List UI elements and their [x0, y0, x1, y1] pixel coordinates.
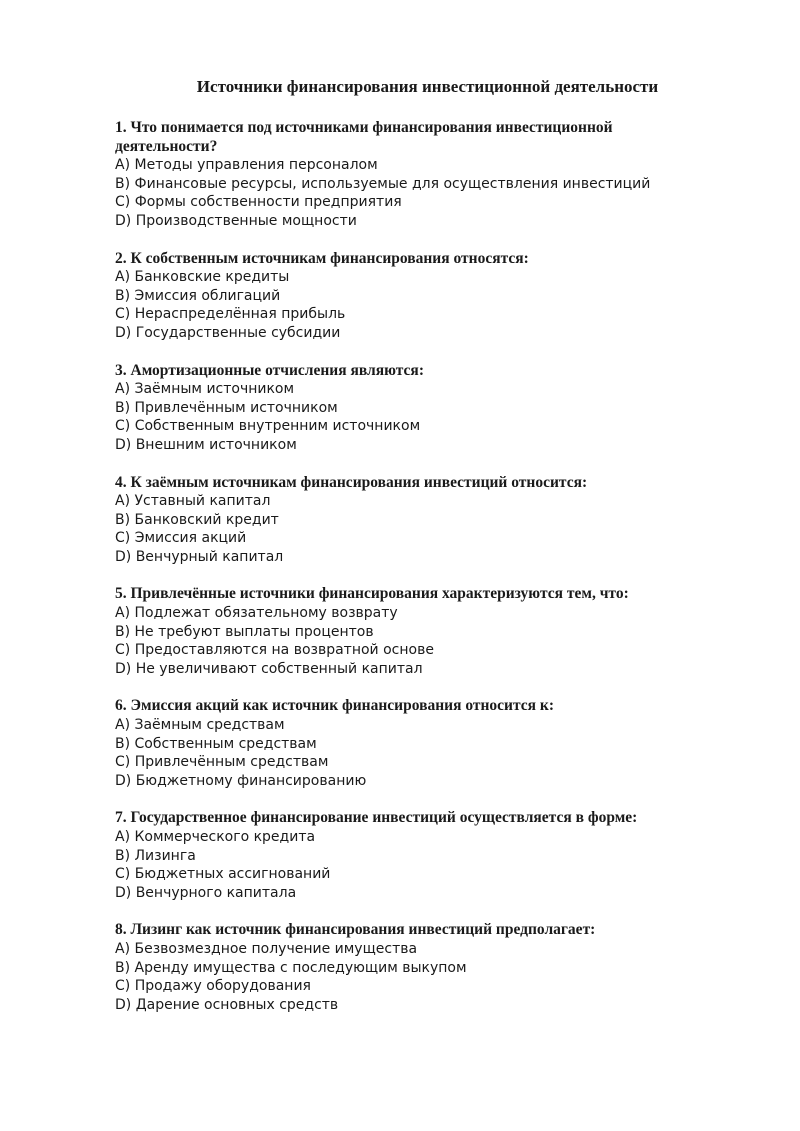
question-block — [115, 921, 715, 1014]
answer-option-c: C) Продажу оборудования — [115, 978, 311, 995]
question-block — [115, 697, 715, 790]
answer-option-a: A) Безвозмездное получение имущества — [115, 940, 418, 957]
question-block — [115, 474, 715, 567]
answer-option-b: B) Собственным средствам — [115, 735, 317, 752]
answer-option-d: D) Венчурный капитал — [115, 548, 284, 565]
answer-option-d: D) Дарение основных средств — [115, 996, 339, 1013]
answer-option-b: B) Финансовые ресурсы, используемые для осуществления инвестиций — [115, 175, 651, 192]
answer-option-a: A) Заёмным источником — [115, 381, 295, 398]
question-block — [115, 809, 715, 902]
document-title: Источники финансирования инвестиционной деятельности — [196, 77, 659, 96]
question-text: 7. Государственное финансирование инвестиций осуществляется в форме: — [115, 809, 638, 827]
answer-option-c: C) Эмиссия акций — [115, 530, 247, 547]
answer-option-a: A) Заёмным средствам — [115, 717, 285, 734]
question-text: 8. Лизинг как источник финансирования инвестиций предполагает: — [115, 921, 596, 939]
answer-option-d: D) Внешним источником — [115, 436, 297, 453]
answer-option-b: B) Лизинга — [115, 847, 196, 864]
answer-option-b: B) Банковский кредит — [115, 511, 279, 528]
answer-option-c: C) Бюджетных ассигнований — [115, 866, 331, 883]
answer-option-b: B) Эмиссия облигаций — [115, 287, 281, 304]
question-text: 2. К собственным источникам финансирования относятся: — [115, 249, 529, 267]
answer-option-c: C) Собственным внутренним источником — [115, 418, 421, 435]
question-text: 4. К заёмным источникам финансирования инвестиций относится: — [115, 473, 588, 491]
answer-option-d: D) Производственные мощности — [115, 212, 357, 229]
answer-option-c: C) Формы собственности предприятия — [115, 194, 402, 211]
question-block — [115, 585, 715, 678]
answer-option-d: D) Не увеличивают собственный капитал — [115, 660, 423, 677]
question-text: 1. Что понимается под источниками финансирования инвестиционной деятельности? — [115, 119, 613, 155]
answer-option-d: D) Государственные субсидии — [115, 324, 341, 341]
question-block — [115, 250, 715, 343]
answer-option-c: C) Нераспределённая прибыль — [115, 306, 346, 323]
answer-option-c: C) Привлечённым средствам — [115, 754, 329, 771]
answer-option-d: D) Бюджетному финансированию — [115, 772, 367, 789]
question-text: 6. Эмиссия акций как источник финансирования относится к: — [115, 697, 555, 715]
answer-option-b: B) Привлечённым источником — [115, 399, 338, 416]
question-text: 5. Привлечённые источники финансирования характеризуются тем, что: — [115, 585, 629, 603]
answer-option-a: A) Банковские кредиты — [115, 269, 290, 286]
answer-option-b: B) Аренду имущества с последующим выкупом — [115, 959, 467, 976]
answer-option-a: A) Подлежат обязательному возврату — [115, 605, 398, 622]
question-block — [115, 362, 715, 455]
answer-option-d: D) Венчурного капитала — [115, 884, 297, 901]
answer-option-a: A) Коммерческого кредита — [115, 829, 316, 845]
question-text: 3. Амортизационные отчисления являются: — [115, 361, 424, 379]
answer-option-a: A) Уставный капитал — [115, 493, 271, 510]
question-list — [115, 119, 715, 1033]
answer-option-b: B) Не требуют выплаты процентов — [115, 623, 374, 640]
answer-option-c: C) Предоставляются на возвратной основе — [115, 642, 434, 659]
answer-option-a: A) Методы управления персоналом — [115, 157, 378, 174]
question-block — [115, 119, 715, 231]
